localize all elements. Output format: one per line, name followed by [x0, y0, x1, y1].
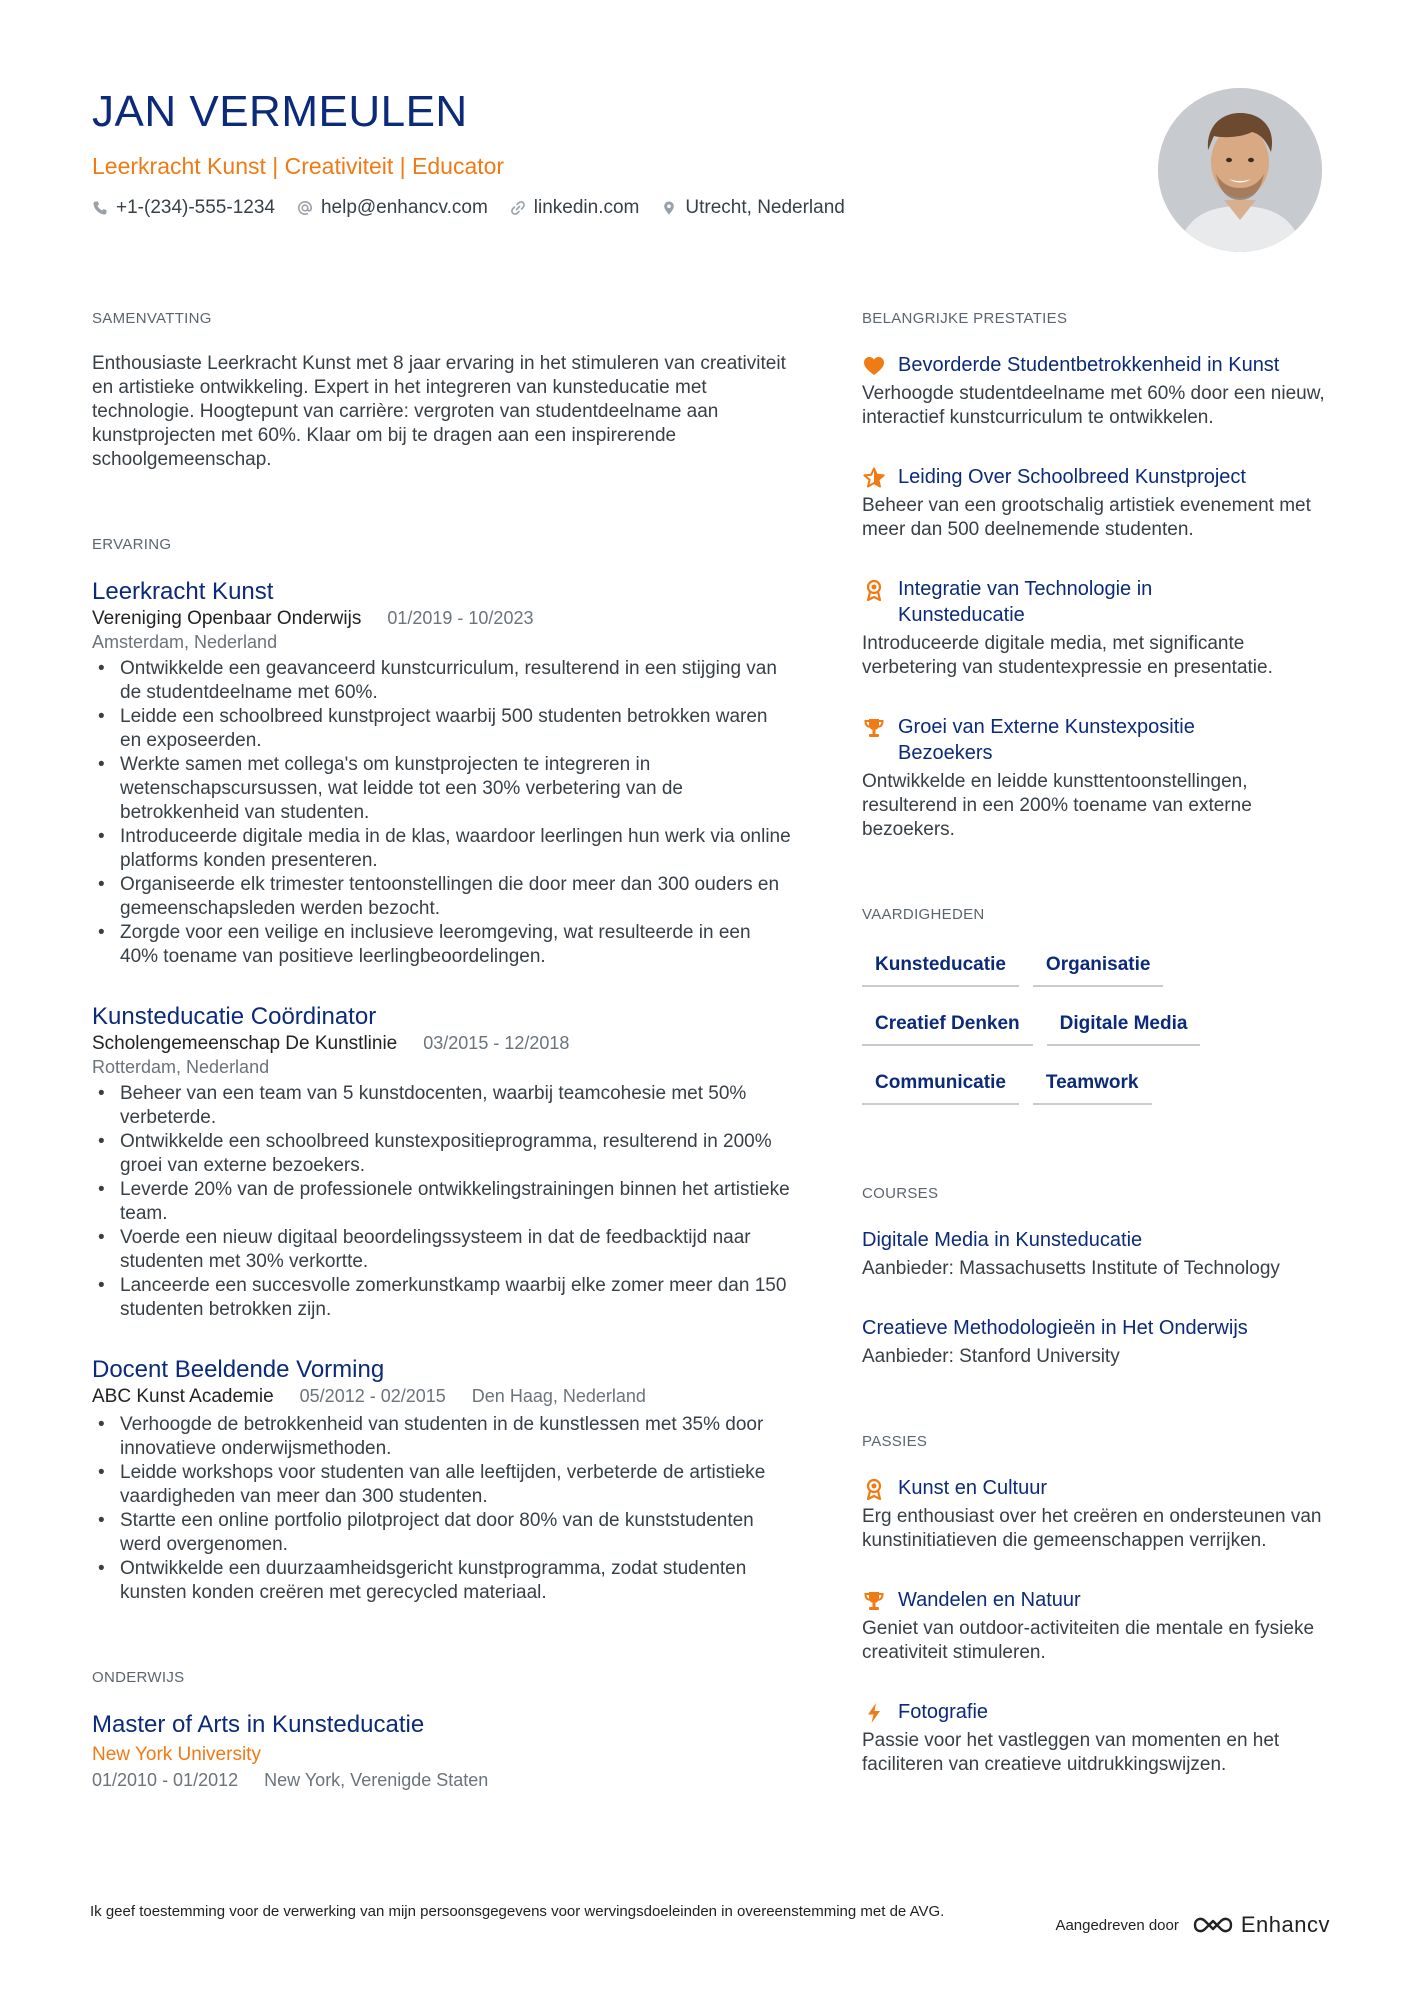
job-company: ABC Kunst Academie	[92, 1386, 274, 1407]
achievement-desc: Verhoogde studentdeelname met 60% door een nieuw, interactief kunstcurriculum te ontwikkelen.	[862, 383, 1325, 428]
award-icon	[862, 578, 886, 602]
contact-location	[661, 196, 844, 220]
star-icon	[862, 466, 886, 490]
job-company: Scholengemeenschap De Kunstlinie	[92, 1033, 398, 1054]
job-meta	[92, 1031, 792, 1056]
powered-by[interactable]	[1055, 1912, 1330, 1938]
list-item: • Startte een online portfolio pilotproject dat door 80% van de kunststudenten werd overgenomen.	[92, 1509, 792, 1557]
achievement-desc: Beheer van een grootschalig artistiek evenement met meer dan 500 deelnemende studenten.	[862, 495, 1311, 540]
list-item: • Lanceerde een succesvolle zomerkunstkamp waarbij elke zomer meer dan 150 studenten betrokken zijn.	[92, 1274, 792, 1322]
achievement-title: Leiding Over Schoolbreed Kunstproject	[898, 466, 1246, 488]
job-location: Amsterdam, Nederland	[92, 632, 278, 652]
course-provider: Aanbieder: Massachusetts Institute of Technology	[862, 1258, 1280, 1279]
location-text: Utrecht, Nederland	[685, 197, 845, 218]
education-entry	[92, 1711, 792, 1791]
award-icon	[862, 1477, 886, 1501]
course-title: Digitale Media in Kunsteducatie	[862, 1229, 1143, 1251]
brand-logo	[1191, 1912, 1330, 1938]
skills-list	[862, 946, 1302, 1105]
job-title: Leerkracht Kunst	[92, 578, 274, 605]
list-item: • Leidde workshops voor studenten van alle leeftijden, verbeterde de artistieke vaardigheden van meer dan 300 studenten.	[92, 1461, 792, 1509]
job-dates: 03/2015 - 12/2018	[423, 1033, 570, 1053]
skill-tag: Digitale Media	[1047, 1005, 1201, 1046]
achievement-item	[862, 714, 1328, 842]
list-item: • Werkte samen met collega's om kunstprojecten te integreren in wetenschapscursussen, wat leidde tot een 30% verbetering van de betrokkenheid van studenten.	[92, 753, 792, 825]
course-item	[862, 1315, 1328, 1369]
education-school: New York University	[92, 1744, 261, 1765]
summary-text: Enthousiaste Leerkracht Kunst met 8 jaar ervaring in het stimuleren van creativiteit en artistieke ontwikkeling. Expert in het integreren van kunsteducatie met technologie. Hoogtepunt van carrière: vergroten van studentdeelname aan kunstprojecten met 60%. Klaar om bij te dragen aan een inspirerende schoolgemeenschap.	[92, 353, 786, 470]
phone-icon	[92, 200, 108, 216]
list-item: • Leidde een schoolbreed kunstproject waarbij 500 studenten betrokken waren en exposeerden.	[92, 705, 792, 753]
consent-text: Ik geef toestemming voor de verwerking van mijn persoonsgegevens voor wervingsdoeleinden in overeenstemming met de AVG.	[90, 1903, 945, 1920]
achievement-title: Groei van Externe Kunstexpositie Bezoekers	[898, 716, 1195, 764]
job-company: Vereniging Openbaar Onderwijs	[92, 608, 362, 629]
powered-by-label: Aangedreven door	[1055, 1916, 1179, 1934]
enhancv-logo-icon	[1191, 1913, 1235, 1937]
trophy-icon	[862, 1589, 886, 1613]
achievement-item	[862, 352, 1328, 430]
job-location: Den Haag, Nederland	[471, 1386, 646, 1406]
achievement-desc: Introduceerde digitale media, met significante verbetering van studentexpressie en presentatie.	[862, 633, 1273, 678]
passion-desc: Geniet van outdoor-activiteiten die mentale en fysieke creativiteit stimuleren.	[862, 1618, 1315, 1663]
job-dates: 05/2012 - 02/2015	[299, 1386, 446, 1406]
resume-header	[92, 88, 1092, 220]
achievement-title: Bevorderde Studentbetrokkenheid in Kunst	[898, 354, 1280, 376]
achievement-title: Integratie van Technologie in Kunsteducatie	[898, 578, 1153, 626]
education-location: New York, Verenigde Staten	[264, 1770, 489, 1790]
avatar	[1158, 88, 1322, 252]
skill-tag: Kunsteducatie	[862, 946, 1019, 987]
passion-desc: Erg enthousiast over het creëren en ondersteunen van kunstinitiatieven die gemeenschappen verrijken.	[862, 1506, 1322, 1551]
list-item: • Ontwikkelde een geavanceerd kunstcurriculum, resulterend in een stijging van de studentdeelname met 60%.	[92, 657, 792, 705]
contact-phone	[92, 196, 275, 220]
list-item: • Ontwikkelde een duurzaamheidsgericht kunstprogramma, zodat studenten kunsten konden creëren met gerecycled materiaal.	[92, 1557, 792, 1605]
job-entry	[92, 1356, 792, 1605]
phone-text: +1-(234)-555-1234	[116, 197, 275, 218]
passion-title: Wandelen en Natuur	[898, 1589, 1081, 1611]
location-pin-icon	[661, 200, 677, 216]
job-bullets	[92, 657, 792, 969]
course-provider: Aanbieder: Stanford University	[862, 1346, 1120, 1367]
education-meta	[92, 1769, 792, 1791]
contact-linkedin[interactable]	[510, 196, 640, 220]
skill-tag: Creatief Denken	[862, 1005, 1033, 1046]
contact-bar	[92, 196, 1092, 220]
experience-heading: ERVARING	[92, 536, 172, 553]
passion-desc: Passie voor het vastleggen van momenten en het faciliteren van creatieve uitdrukkingswijzen.	[862, 1730, 1280, 1775]
at-icon	[297, 200, 313, 216]
job-title: Docent Beeldende Vorming	[92, 1356, 385, 1383]
contact-email[interactable]	[297, 196, 488, 220]
education-heading: ONDERWIJS	[92, 1669, 185, 1686]
left-column	[92, 310, 792, 1791]
achievement-desc: Ontwikkelde en leidde kunsttentoonstellingen, resulterend in een 200% toename van externe bezoekers.	[862, 771, 1252, 840]
passion-title: Kunst en Cultuur	[898, 1477, 1047, 1499]
list-item: • Zorgde voor een veilige en inclusieve leeromgeving, wat resulteerde in een 40% toename van positieve leerlingbeoordelingen.	[92, 921, 792, 969]
trophy-icon	[862, 716, 886, 740]
list-item: • Beheer van een team van 5 kunstdocenten, waarbij teamcohesie met 50% verbeterde.	[92, 1082, 792, 1130]
candidate-tagline: Leerkracht Kunst | Creativiteit | Educator	[92, 153, 505, 179]
courses-heading: COURSES	[862, 1185, 939, 1202]
skills-heading: VAARDIGHEDEN	[862, 906, 985, 923]
list-item: • Leverde 20% van de professionele ontwikkelingstrainingen binnen het artistieke team.	[92, 1178, 792, 1226]
heart-icon	[862, 354, 886, 378]
email-text: help@enhancv.com	[320, 197, 488, 218]
job-entry	[92, 578, 792, 969]
skill-tag: Organisatie	[1033, 946, 1164, 987]
list-item: • Voerde een nieuw digitaal beoordelingssysteem in dat de feedbacktijd naar studenten met 30% verkortte.	[92, 1226, 792, 1274]
list-item: • Ontwikkelde een schoolbreed kunstexpositieprogramma, resulterend in 200% groei van externe bezoekers.	[92, 1130, 792, 1178]
achievement-item	[862, 576, 1328, 680]
job-title: Kunsteducatie Coördinator	[92, 1003, 377, 1030]
education-dates: 01/2010 - 01/2012	[92, 1770, 239, 1790]
course-title: Creatieve Methodologieën in Het Onderwijs	[862, 1317, 1248, 1339]
list-item: • Verhoogde de betrokkenheid van studenten in de kunstlessen met 35% door innovatieve onderwijsmethoden.	[92, 1413, 792, 1461]
job-dates: 01/2019 - 10/2023	[387, 608, 534, 628]
brand-name: Enhancv	[1240, 1912, 1330, 1937]
candidate-name: JAN VERMEULEN	[92, 87, 468, 136]
course-item	[862, 1227, 1328, 1281]
achievement-item	[862, 464, 1328, 542]
skill-tag: Teamwork	[1033, 1064, 1152, 1105]
education-degree: Master of Arts in Kunsteducatie	[92, 1711, 425, 1738]
passion-item	[862, 1699, 1328, 1777]
profile-photo	[1158, 88, 1322, 252]
passion-item	[862, 1475, 1328, 1553]
passion-item	[862, 1587, 1328, 1665]
job-bullets	[92, 1413, 792, 1605]
job-meta	[92, 606, 792, 631]
summary-heading: SAMENVATTING	[92, 310, 212, 327]
job-location: Rotterdam, Nederland	[92, 1057, 270, 1077]
job-entry	[92, 1003, 792, 1322]
passions-heading: PASSIES	[862, 1433, 928, 1450]
link-icon	[510, 200, 526, 216]
list-item: • Introduceerde digitale media in de klas, waardoor leerlingen hun werk via online platforms konden presenteren.	[92, 825, 792, 873]
job-meta	[92, 1384, 792, 1409]
list-item: • Organiseerde elk trimester tentoonstellingen die door meer dan 300 ouders en gemeenschapsleden werden bezocht.	[92, 873, 792, 921]
passion-title: Fotografie	[898, 1701, 989, 1723]
right-column	[862, 310, 1328, 1777]
linkedin-text: linkedin.com	[533, 197, 640, 218]
achievements-heading: BELANGRIJKE PRESTATIES	[862, 310, 1068, 327]
job-bullets	[92, 1082, 792, 1322]
skill-tag: Communicatie	[862, 1064, 1019, 1105]
page-footer	[90, 1902, 1330, 1938]
bolt-icon	[862, 1701, 886, 1725]
